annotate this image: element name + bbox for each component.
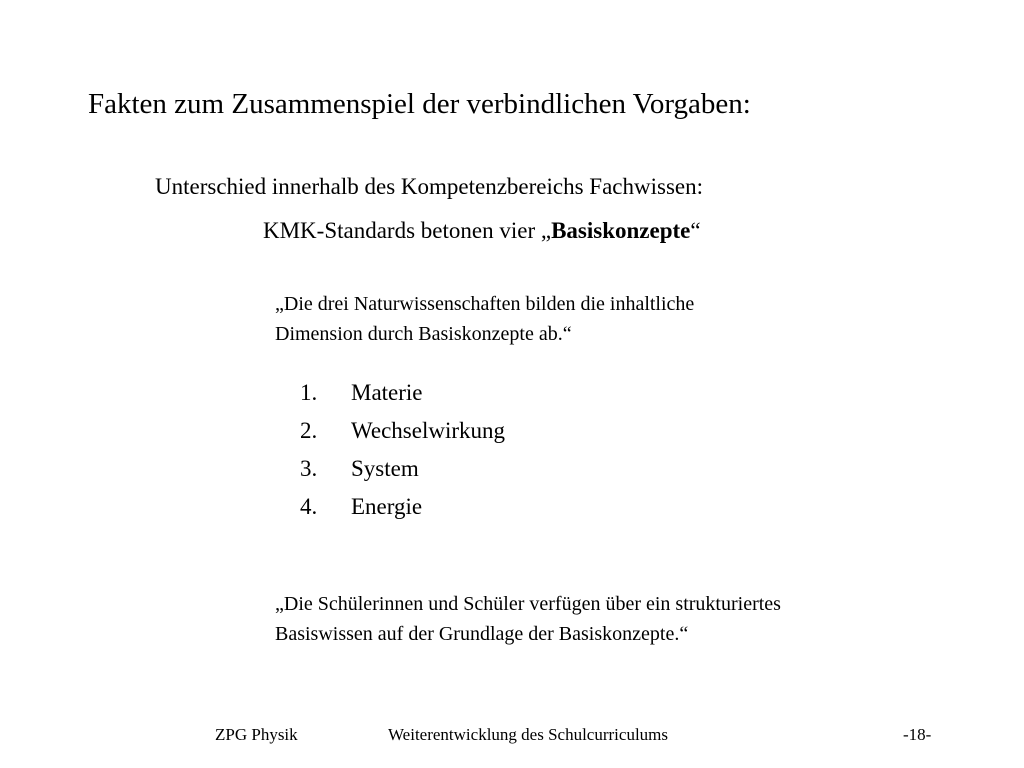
quote-line: „Die Schülerinnen und Schüler verfügen über ein strukturiertes [275,593,781,615]
list-item-materie [300,374,505,412]
list-label: Wechselwirkung [351,418,505,443]
list-number: 4. [300,494,318,519]
quote-schueler [275,589,781,649]
list-item-energie [300,488,505,526]
subtitle: Unterschied innerhalb des Kompetenzbereichs Fachwissen: [155,174,703,199]
quote-naturwissenschaften [275,289,694,349]
list-number: 3. [300,456,318,481]
list-number: 1. [300,380,318,405]
list-label: Materie [351,380,423,405]
footer-org: ZPG Physik [215,725,298,744]
list-label: System [351,456,419,481]
kmk-standards-line [263,216,701,246]
slide-title: Fakten zum Zusammenspiel der verbindlichen Vorgaben: [88,88,751,120]
list-label: Energie [351,494,423,519]
quote-line: Dimension durch Basiskonzepte ab.“ [275,323,572,345]
quote-line: Basiswissen auf der Grundlage der Basiskonzepte.“ [275,623,689,645]
list-item-system [300,450,505,488]
quote-line: „Die drei Naturwissenschaften bilden die inhaltliche [275,293,695,315]
kmk-prefix: KMK-Standards betonen vier „ [263,218,552,243]
kmk-suffix: “ [690,218,701,243]
list-number: 2. [300,418,318,443]
page-number: -18- [903,725,932,744]
list-item-wechselwirkung [300,412,505,450]
kmk-bold-term: Basiskonzepte [551,218,691,243]
footer-title: Weiterentwicklung des Schulcurriculums [388,725,669,744]
basiskonzepte-list [300,374,505,526]
